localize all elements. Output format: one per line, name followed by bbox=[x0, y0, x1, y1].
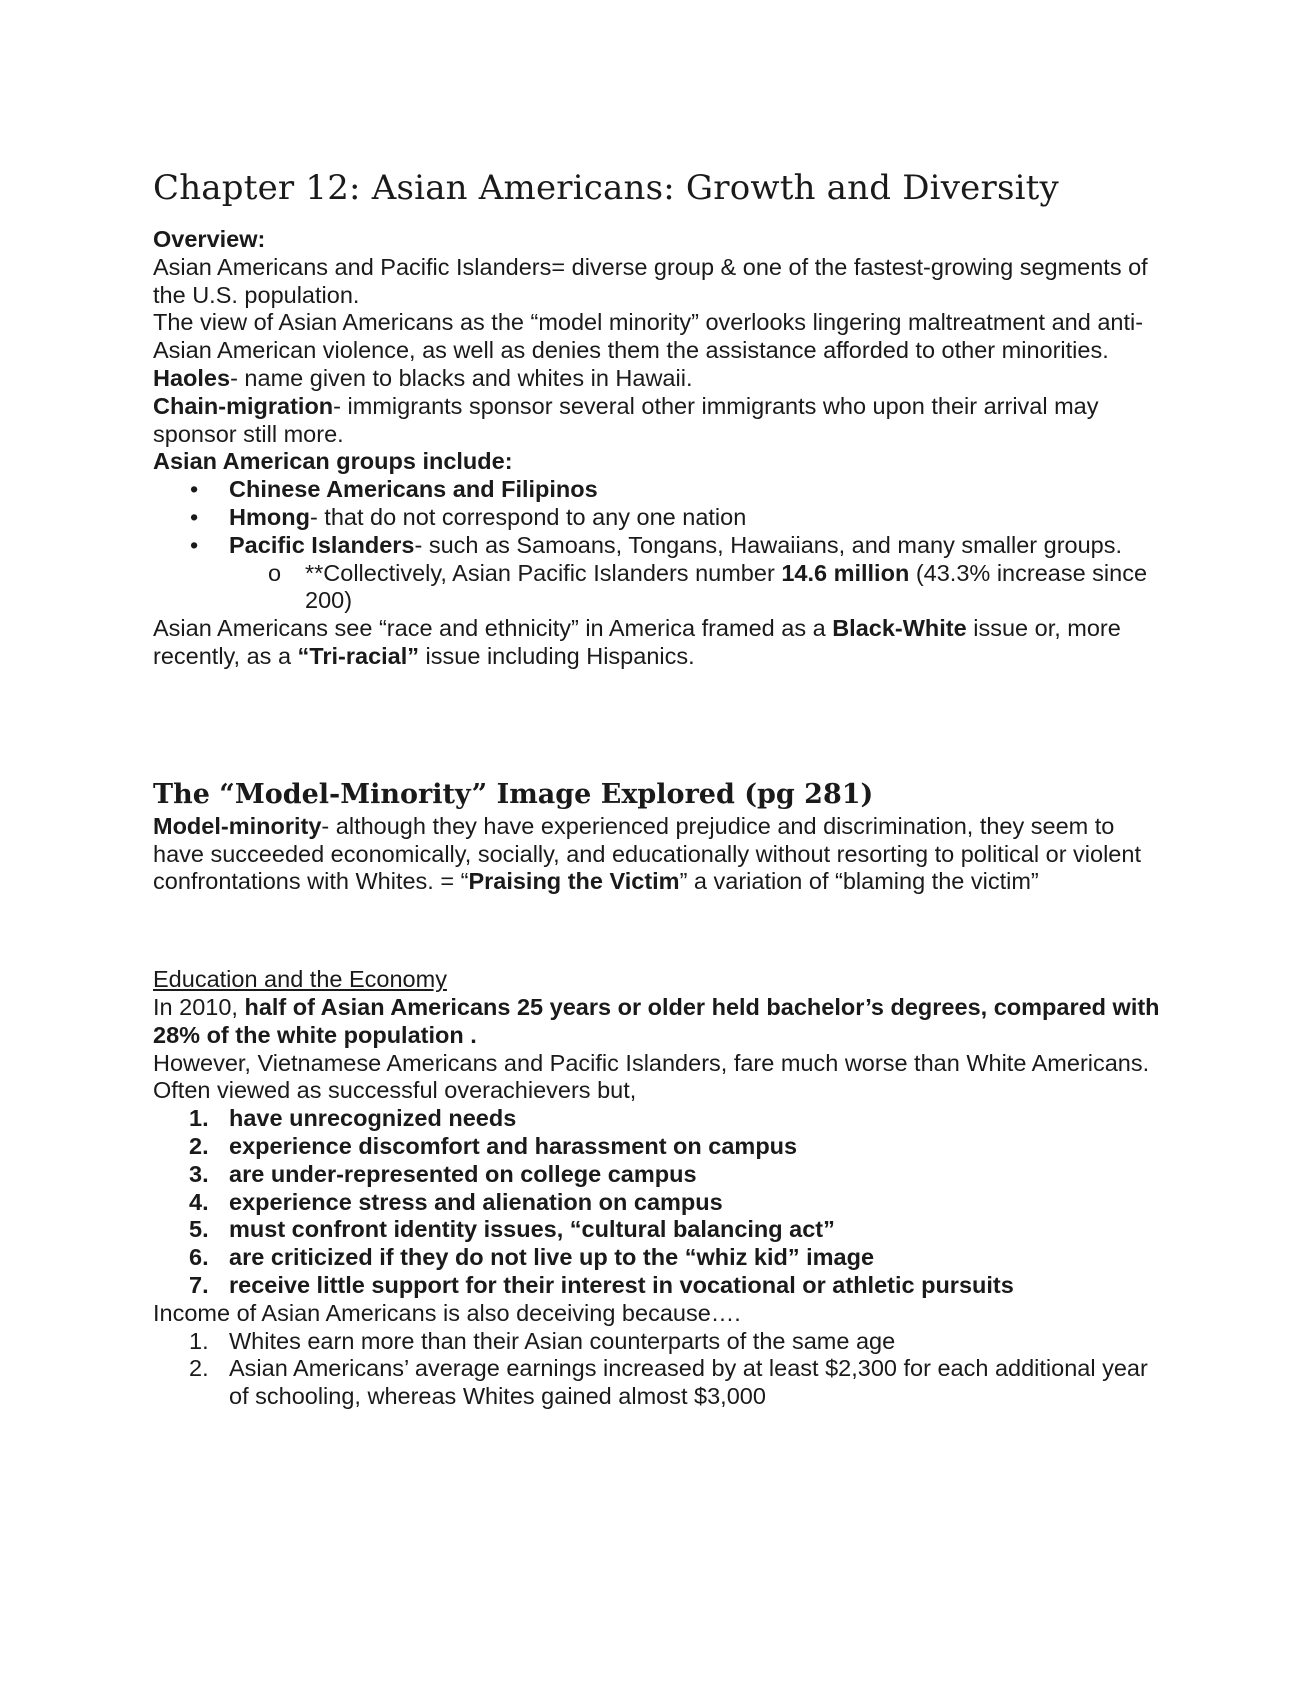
income-list bbox=[153, 1328, 1163, 1411]
list-number: 6. bbox=[189, 1244, 209, 1271]
bullet-icon: • bbox=[190, 531, 199, 558]
tri-racial-term: “Tri-racial” bbox=[297, 642, 420, 669]
list-number: 1. bbox=[189, 1105, 209, 1132]
black-white-term: Black-White bbox=[832, 615, 967, 642]
haoles-text: - name given to blacks and whites in Hawaii. bbox=[230, 364, 693, 391]
document-body bbox=[153, 168, 1163, 1411]
model-minority-text-post: ” a variation of “blaming the victim” bbox=[679, 868, 1039, 895]
income-text: Whites earn more than their Asian counterparts of the same age bbox=[229, 1327, 896, 1354]
needs-list bbox=[153, 1105, 1163, 1300]
list-item bbox=[189, 1105, 1163, 1133]
list-number: 7. bbox=[189, 1271, 209, 1298]
list-number: 4. bbox=[189, 1188, 209, 1215]
list-item bbox=[189, 1244, 1163, 1272]
need-text: experience stress and alienation on campus bbox=[229, 1188, 723, 1215]
overview-heading: Overview: bbox=[153, 226, 266, 252]
income-intro: Income of Asian Americans is also deceiving because…. bbox=[153, 1299, 741, 1326]
model-minority-text-pre: - although they have experienced prejudice and discrimination, they seem to have succeeded economically, socially, and educationally without resorting to political or violent confrontations with Whites. = “ bbox=[153, 812, 1141, 895]
education-heading: Education and the Economy bbox=[153, 966, 447, 993]
race-framing-paragraph bbox=[153, 615, 1163, 671]
model-minority-term: Model-minority bbox=[153, 812, 322, 839]
education-paragraph-2: However, Vietnamese Americans and Pacific Islanders, fare much worse than White Americans. bbox=[153, 1049, 1150, 1076]
chapter-title: Chapter 12: Asian Americans: Growth and Diversity bbox=[153, 168, 1059, 208]
list-item bbox=[189, 1327, 1163, 1356]
population-number: 14.6 million bbox=[781, 559, 910, 586]
education-p1-pre: In 2010, bbox=[153, 993, 245, 1020]
income-text: Asian Americans’ average earnings increased by at least $2,300 for each additional year of schooling, whereas Whites gained almost $3,000 bbox=[229, 1355, 1148, 1410]
list-item bbox=[189, 1216, 1163, 1244]
circle-bullet-icon: o bbox=[268, 559, 282, 586]
list-item bbox=[190, 503, 1163, 532]
groups-heading: Asian American groups include: bbox=[153, 448, 513, 475]
list-item bbox=[190, 531, 1163, 615]
list-item bbox=[189, 1271, 1163, 1300]
group-chinese-filipinos: Chinese Americans and Filipinos bbox=[229, 476, 598, 503]
population-note-pre: **Collectively, Asian Pacific Islanders number bbox=[305, 559, 782, 586]
spacer bbox=[153, 896, 1163, 966]
praising-the-victim: Praising the Victim bbox=[468, 868, 680, 895]
bullet-icon: • bbox=[190, 476, 199, 503]
group-pacific-islanders-text: - such as Samoans, Tongans, Hawaiians, and many smaller groups. bbox=[414, 531, 1123, 558]
need-text: receive little support for their interest in vocational or athletic pursuits bbox=[229, 1271, 1014, 1298]
education-paragraph-3: Often viewed as successful overachievers but, bbox=[153, 1077, 637, 1104]
race-framing-mid: issue or, more recently, as a bbox=[153, 615, 1121, 669]
education-p1-bold: half of Asian Americans 25 years or older held bachelor’s degrees, compared with 28% of the white population . bbox=[153, 993, 1160, 1048]
model-minority-heading: The “Model-Minority” Image Explored (pg 281) bbox=[153, 778, 874, 810]
model-minority-definition bbox=[153, 813, 1163, 896]
spacer bbox=[153, 671, 1163, 779]
race-framing-post: issue including Hispanics. bbox=[419, 642, 695, 669]
education-paragraph-1 bbox=[153, 994, 1163, 1050]
list-number: 3. bbox=[189, 1160, 209, 1187]
chain-migration-term: Chain-migration bbox=[153, 392, 334, 419]
list-number: 2. bbox=[189, 1355, 209, 1382]
haoles-definition bbox=[153, 365, 1163, 393]
sub-list bbox=[229, 560, 1163, 616]
need-text: have unrecognized needs bbox=[229, 1105, 517, 1132]
chain-migration-definition bbox=[153, 393, 1163, 449]
need-text: must confront identity issues, “cultural balancing act” bbox=[229, 1216, 835, 1243]
list-number: 2. bbox=[189, 1132, 209, 1159]
group-pacific-islanders: Pacific Islanders bbox=[229, 531, 415, 558]
bullet-icon: • bbox=[190, 503, 199, 530]
list-number: 1. bbox=[189, 1327, 209, 1354]
group-hmong: Hmong bbox=[229, 503, 310, 530]
list-item bbox=[268, 559, 1163, 616]
overview-paragraph-1: Asian Americans and Pacific Islanders= diverse group & one of the fastest-growing segments of the U.S. population. bbox=[153, 253, 1148, 308]
need-text: are under-represented on college campus bbox=[229, 1160, 697, 1187]
group-hmong-text: - that do not correspond to any one nation bbox=[309, 503, 747, 530]
list-item bbox=[189, 1132, 1163, 1161]
list-item bbox=[189, 1355, 1163, 1411]
list-item bbox=[189, 1160, 1163, 1189]
chain-migration-text: - immigrants sponsor several other immigrants who upon their arrival may sponsor still more. bbox=[153, 392, 1099, 447]
overview-paragraph-2: The view of Asian Americans as the “model minority” overlooks lingering maltreatment and anti-Asian American violence, as well as denies them the assistance afforded to other minorities. bbox=[153, 309, 1144, 364]
list-item bbox=[189, 1188, 1163, 1217]
haoles-term: Haoles bbox=[153, 364, 231, 391]
need-text: experience discomfort and harassment on campus bbox=[229, 1132, 798, 1159]
list-item bbox=[190, 476, 1163, 504]
population-note-post: (43.3% increase since 200) bbox=[305, 559, 1148, 614]
race-framing-pre: Asian Americans see “race and ethnicity” in America framed as a bbox=[153, 615, 833, 642]
need-text: are criticized if they do not live up to the “whiz kid” image bbox=[229, 1244, 875, 1271]
groups-list bbox=[153, 476, 1163, 615]
list-number: 5. bbox=[189, 1216, 209, 1243]
